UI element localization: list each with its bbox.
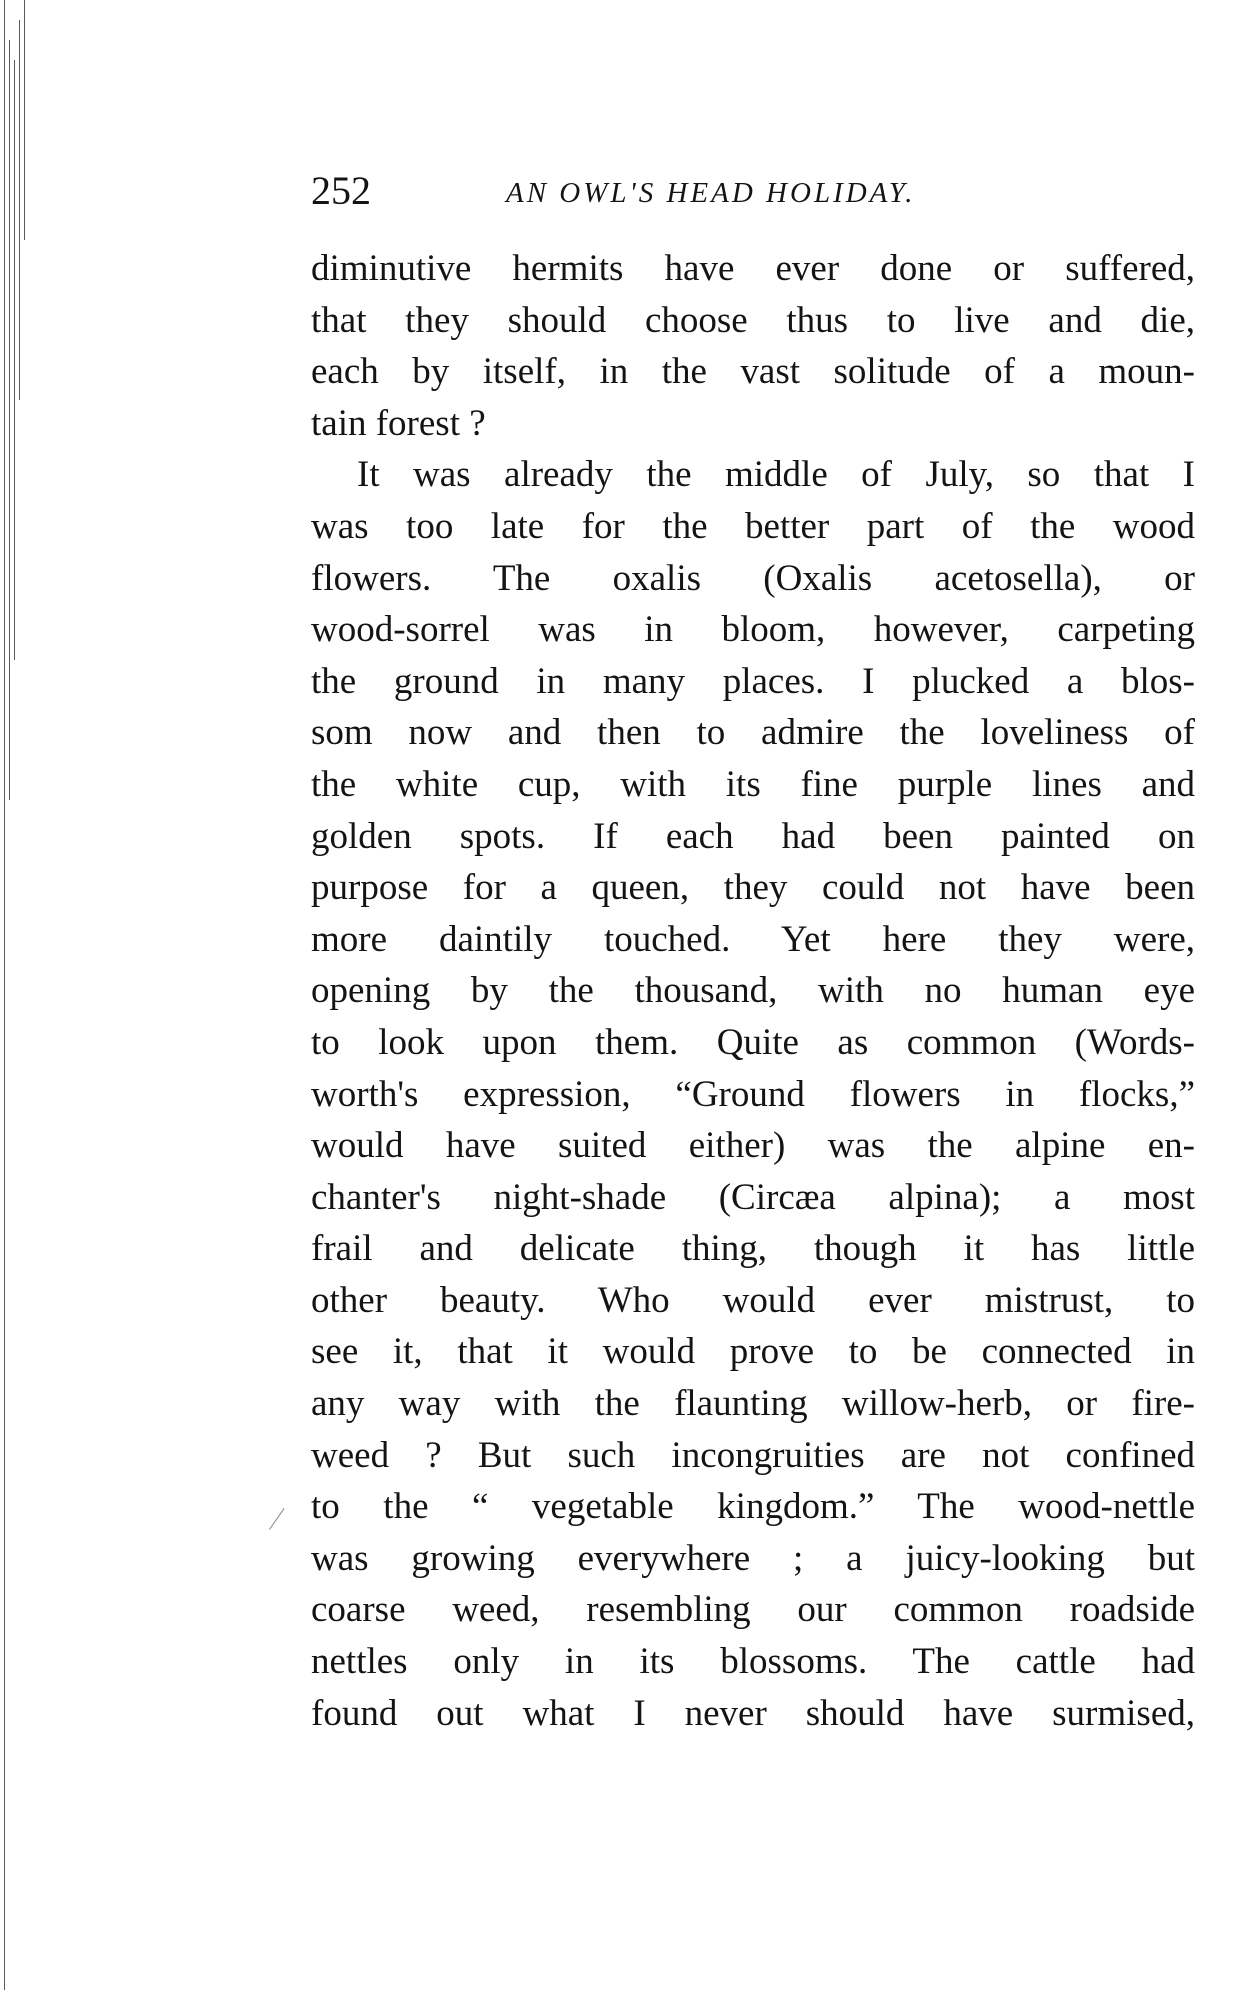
text-line: to look upon them. Quite as common (Words-	[311, 1021, 1195, 1063]
text-line: weed ? But such incongruities are not confined	[311, 1434, 1195, 1476]
gutter-rule	[19, 20, 20, 400]
text-line: flowers. The oxalis (Oxalis acetosella), or	[311, 557, 1195, 599]
gutter-rule	[4, 0, 5, 1990]
text-line: was growing everywhere ; a juicy-looking but	[311, 1537, 1195, 1579]
gutter-rule	[24, 0, 25, 240]
text-line: worth's expression, “Ground flowers in flocks,”	[311, 1073, 1195, 1115]
text-line: any way with the flaunting willow-herb, or fire-	[311, 1383, 1195, 1425]
text-line: the white cup, with its fine purple lines and	[311, 763, 1195, 805]
text-line: golden spots. If each had been painted on	[311, 815, 1195, 857]
text-line: the ground in many places. I plucked a blos-	[311, 660, 1195, 702]
text-line: that they should choose thus to live and die,	[311, 299, 1195, 341]
margin-pencil-mark	[269, 1508, 296, 1538]
running-title: AN OWL'S HEAD HOLIDAY.	[506, 177, 916, 209]
gutter-rule	[14, 60, 15, 660]
page-number: 252	[311, 168, 371, 213]
text-line: frail and delicate thing, though it has little	[311, 1228, 1195, 1270]
text-line: It was already the middle of July, so that I	[357, 454, 1195, 496]
text-line: diminutive hermits have ever done or suffered,	[311, 248, 1195, 289]
text-line: nettles only in its blossoms. The cattle had	[311, 1641, 1195, 1683]
page-header	[311, 166, 1195, 216]
text-line: coarse weed, resembling our common roadside	[311, 1589, 1195, 1631]
body-text	[311, 243, 1195, 1739]
text-line: other beauty. Who would ever mistrust, to	[311, 1279, 1195, 1321]
text-line: was too late for the better part of the wood	[311, 505, 1195, 547]
text-line: purpose for a queen, they could not have been	[311, 867, 1195, 909]
text-line: som now and then to admire the loveliness of	[311, 712, 1195, 754]
text-line: would have suited either) was the alpine en-	[311, 1125, 1195, 1167]
text-line: to the “ vegetable kingdom.” The wood-nettle	[311, 1486, 1195, 1528]
text-line: found out what I never should have surmised,	[311, 1692, 1195, 1734]
gutter-rule	[9, 40, 10, 800]
text-line: tain forest ?	[311, 402, 486, 444]
text-line: see it, that it would prove to be connected in	[311, 1331, 1195, 1373]
text-line: chanter's night-shade (Circæa alpina); a most	[311, 1176, 1195, 1218]
text-line: each by itself, in the vast solitude of a moun-	[311, 351, 1195, 393]
text-line: opening by the thousand, with no human eye	[311, 970, 1195, 1012]
page-gutter	[0, 0, 30, 1990]
text-line: more daintily touched. Yet here they were,	[311, 918, 1195, 960]
text-line: wood-sorrel was in bloom, however, carpeting	[311, 609, 1195, 651]
